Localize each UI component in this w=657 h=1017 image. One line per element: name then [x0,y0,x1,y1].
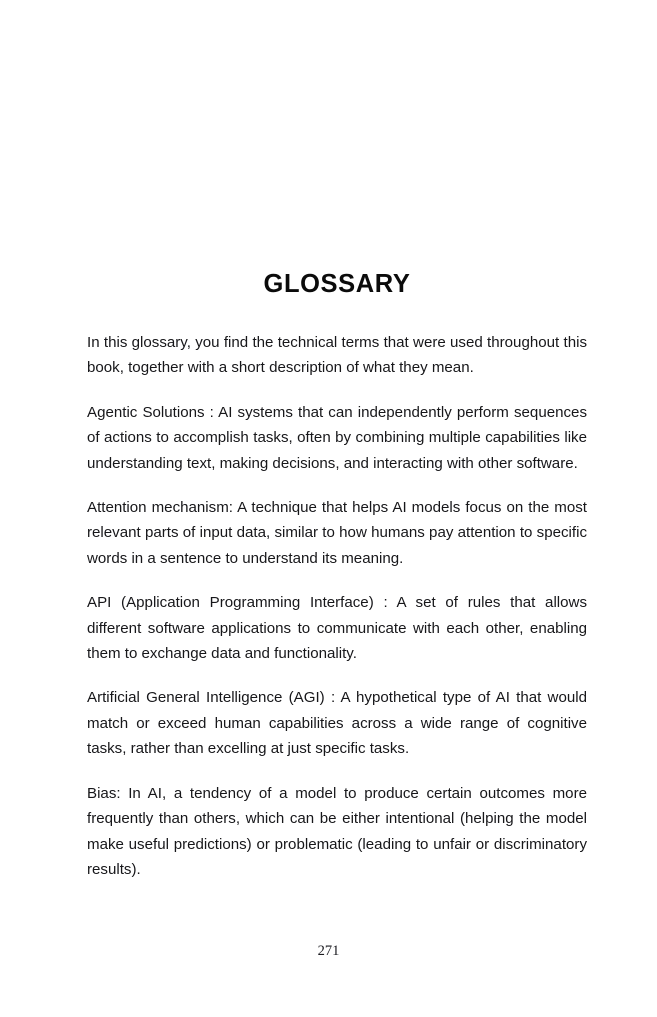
glossary-entry-api: API (Application Programming Interface) : A set of rules that allows different software applications to communicate with each other, enabling them to exchange data and functionality. [87,594,587,663]
glossary-entry-bias: Bias: In AI, a tendency of a model to produce certain outcomes more frequently than others, which can be either intentional (helping the model make useful predictions) or problematic (leading to unfair or discriminatory results). [87,784,587,878]
glossary-entry-attention-mechanism: Attention mechanism: A technique that helps AI models focus on the most relevant parts of input data, similar to how humans pay attention to specific words in a sentence to understand its meaning. [87,499,587,567]
page-number: 271 [317,943,340,959]
glossary-entry-agi: Artificial General Intelligence (AGI) : A hypothetical type of AI that would match or exceed human capabilities across a wide range of cognitive tasks, rather than excelling at just specific tasks. [87,689,587,758]
glossary-intro-paragraph: In this glossary, you find the technical terms that were used throughout this book, together with a short description of what they mean. [87,334,587,377]
page-title: GLOSSARY [263,270,411,299]
glossary-entry-agentic-solutions: Agentic Solutions : AI systems that can independently perform sequences of actions to accomplish tasks, often by combining multiple capabilities like understanding text, making decisions, and interacting with other software. [87,403,587,472]
glossary-body [87,330,587,882]
